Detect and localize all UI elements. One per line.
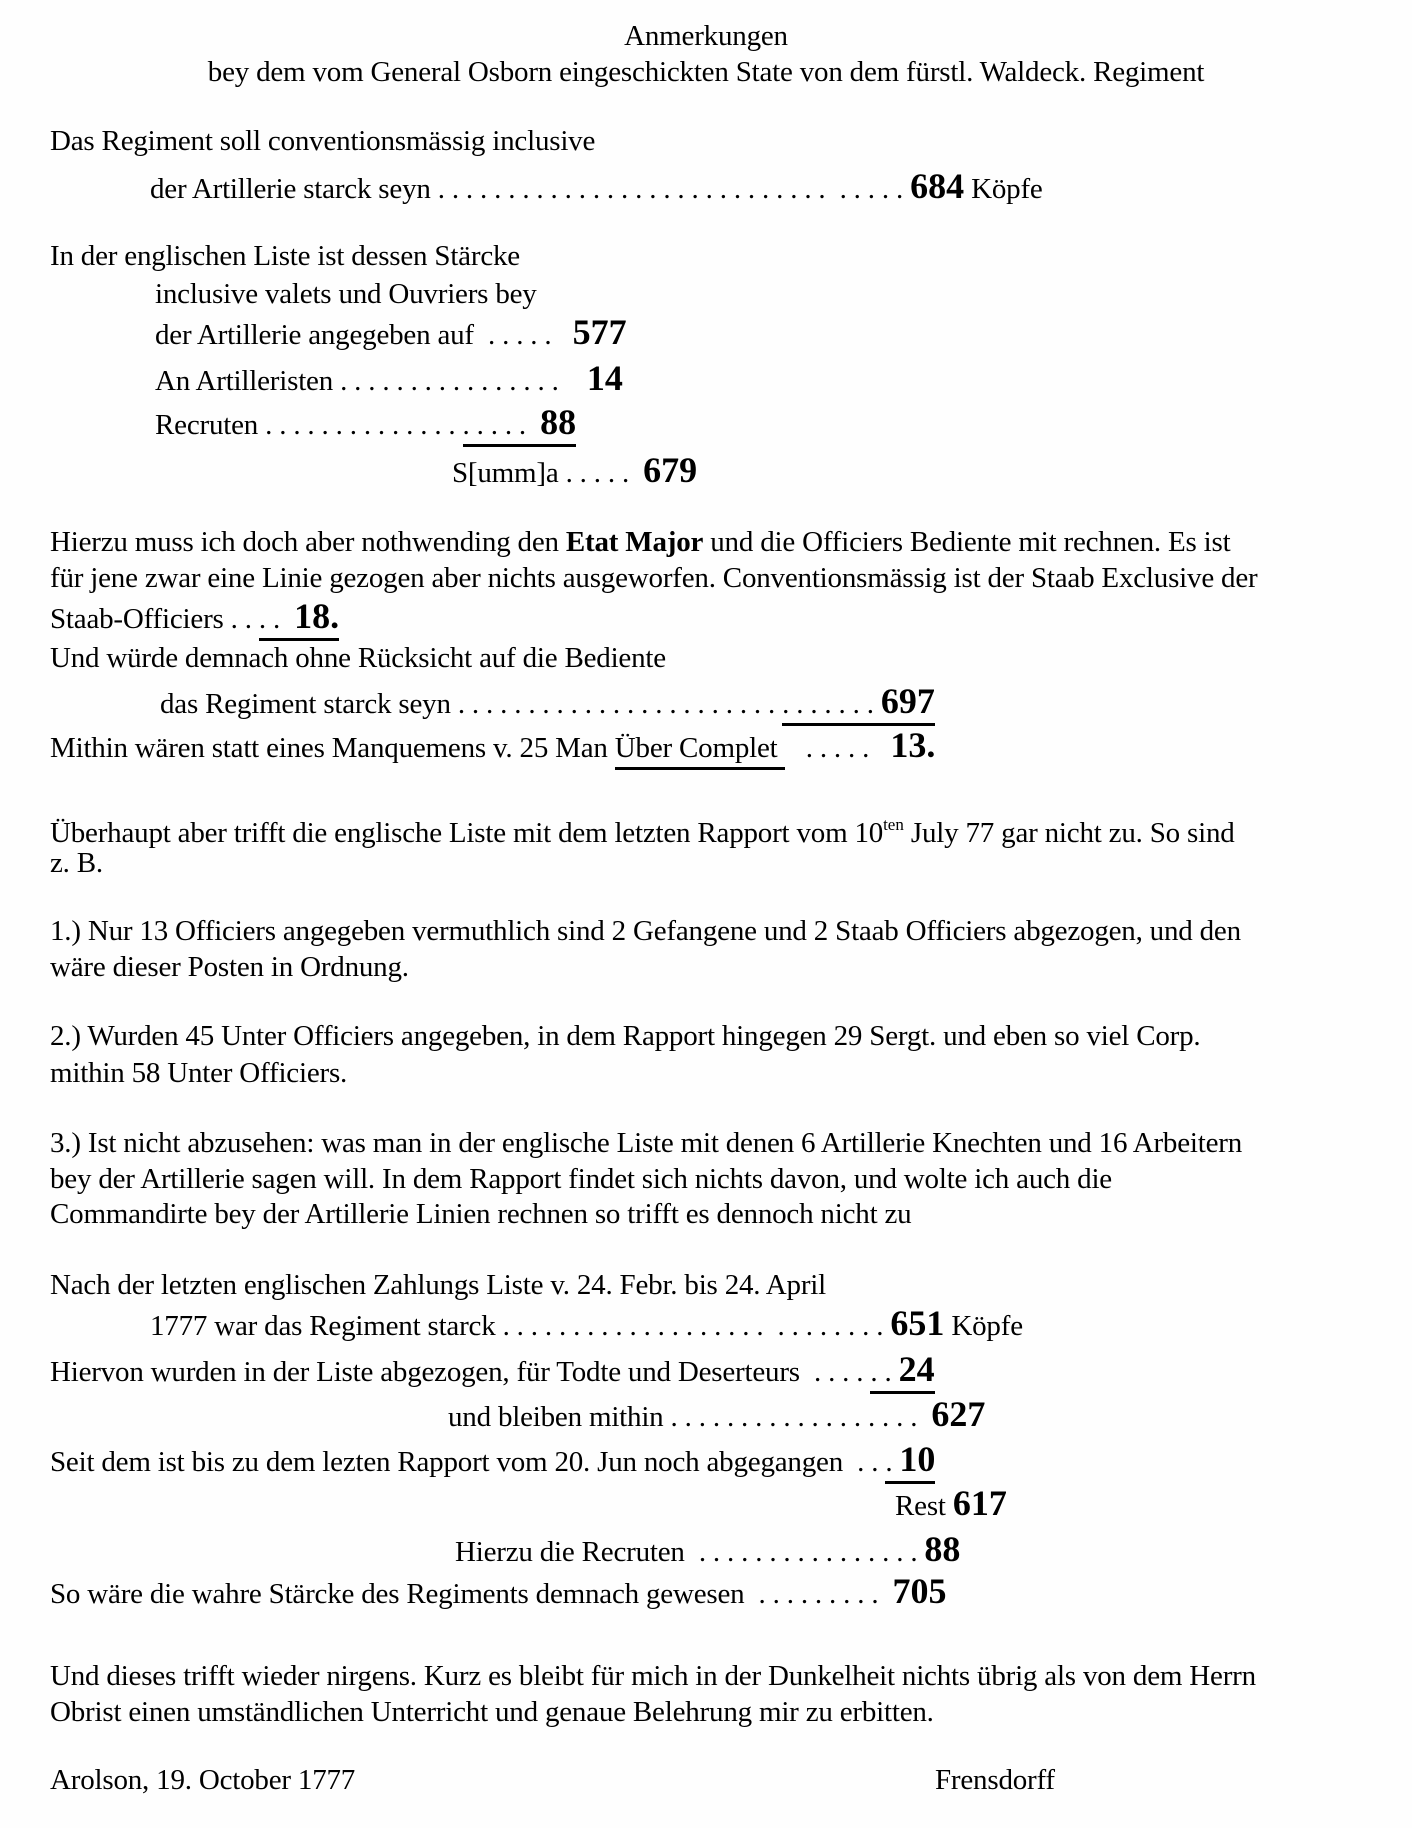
text: 2.) Wurden 45 Unter Officiers angegeben, in dem Rapport hingegen 29 Sergt. und eben so viel Corp. [50, 1020, 1201, 1052]
underlined-sum [258, 596, 340, 641]
text: Hierzu muss ich doch aber nothwending den [50, 526, 566, 558]
dot-leader: . [885, 1446, 900, 1478]
line-mithin-ueber-complet-13 [50, 725, 935, 768]
dot-leader: . . . . . . . . . . . . . . . . . . . . . . . . . . . . . . . . . [430, 173, 911, 205]
line-closing-2 [50, 1692, 934, 1732]
value-88: 88 [924, 1529, 961, 1569]
line-wahre-staercke-705 [50, 1571, 946, 1614]
label: der Artillerie starck seyn [150, 173, 431, 205]
underlined-sum [462, 402, 577, 447]
dot-leader: . . . . . [473, 319, 573, 351]
dot-leader: . . [870, 1356, 899, 1388]
value-705: 705 [892, 1571, 947, 1611]
value-10: 10 [899, 1439, 936, 1479]
text-underlined-ueber-complet: Über Complet [615, 732, 785, 770]
line-1777-651 [150, 1303, 1023, 1346]
line-bleiben-627 [448, 1394, 985, 1437]
doc-subtitle [0, 52, 1412, 92]
line-convention-intro [50, 121, 595, 161]
signature [935, 1760, 1055, 1800]
line-zahlungs-liste [50, 1265, 826, 1305]
dot-leader: . . . . . . . [782, 688, 881, 720]
label: Hiervon wurden in der Liste abgezogen, für Todte und Deserteurs [50, 1356, 800, 1388]
line-etat-major-2 [50, 558, 1257, 598]
text: Obrist einen umständlichen Unterricht und genaue Belehrung mir zu erbitten. [50, 1696, 934, 1728]
text: z. B. [50, 847, 103, 879]
line-rest-617 [895, 1483, 1007, 1526]
text: und die Officiers Bediente mit rechnen. Es ist [703, 526, 1231, 558]
dot-leader: . . . . . . . . . . . . . . . . . . . . . . . . . . . [495, 1310, 891, 1342]
text: 3.) Ist nicht abzusehen: was man in der englische Liste mit denen 6 Artillerie Knechten und 16 Arbeitern [50, 1127, 1243, 1159]
line-regiment-starck-697 [160, 681, 935, 724]
value-679: 679 [643, 450, 698, 490]
line-staab-officiers-18 [50, 596, 339, 639]
value-24: 24 [898, 1349, 935, 1389]
text: für jene zwar eine Linie gezogen aber nichts ausgeworfen. Conventionsmässig ist der Staab Exclusive der [50, 562, 1258, 594]
line-point2-1 [50, 1016, 1200, 1056]
text: Commandirte bey der Artillerie Linien rechnen so trifft es dennoch nicht zu [50, 1198, 912, 1230]
value-18: 18. [294, 596, 340, 636]
doc-title [0, 16, 1412, 56]
text: Mithin wären statt eines Manquemens v. 25 Man [50, 732, 615, 764]
value-13: 13. [890, 725, 936, 765]
line-item-artilleristen-14 [155, 358, 623, 401]
underlined-sum [885, 1439, 936, 1484]
line-recruten-88 [455, 1529, 960, 1572]
text: Arolson, 19. October 1777 [50, 1764, 356, 1796]
underlined-sum [870, 1349, 935, 1394]
text: 1.) Nur 13 Officiers angegeben vermuthlich sind 2 Gefangene und 2 Staab Officiers abgezogen, und den [50, 915, 1241, 947]
label-rest: Rest [895, 1490, 953, 1522]
place-date [50, 1760, 355, 1800]
text: Und dieses trifft wieder nirgens. Kurz es bleibt für mich in der Dunkelheit nichts übrig als von dem Herrn [50, 1660, 1256, 1692]
text: Überhaupt aber trifft die englische Liste mit dem letzten Rapport vom 10 [50, 817, 884, 849]
label: der Artillerie angegeben auf [155, 319, 474, 351]
line-english-list-intro-2 [155, 274, 537, 314]
dot-leader: . . [843, 1446, 886, 1478]
label: So wäre die wahre Stärcke des Regiments demnach gewesen [50, 1578, 752, 1610]
dot-leader: . . . . . . . . . . . . . . . . . . [663, 1401, 932, 1433]
line-artillery-strength-684 [150, 166, 1043, 209]
line-und-wuerde [50, 638, 666, 678]
label-summa: S[umm]a [452, 457, 559, 489]
dot-leader: . . . . . . . . . . . . . . [258, 409, 463, 441]
dot-leader: . . . . [799, 1356, 871, 1388]
label: 1777 war das Regiment starck [150, 1310, 496, 1342]
line-point2-2 [50, 1053, 347, 1093]
text-frensdorff: Frensdorff [935, 1764, 1055, 1796]
text-bold-etat-major: Etat Major [565, 526, 704, 558]
dot-leader: . . . . . . . . . [751, 1578, 893, 1610]
label: Seit dem ist bis zu dem lezten Rapport vom 20. Jun noch abgegangen [50, 1446, 843, 1478]
dot-leader: . . [223, 603, 259, 635]
dot-leader: . . . . . . . . . . . . . . . . . . . . . . . [450, 688, 783, 720]
text: wäre dieser Posten in Ordnung. [50, 951, 409, 983]
line-etat-major-1 [50, 522, 1230, 562]
label: Staab-Officiers [50, 603, 224, 635]
value-88: 88 [540, 402, 577, 442]
text: July 77 gar nicht zu. So sind [903, 817, 1235, 849]
line-abgezogen-24 [50, 1349, 935, 1392]
value-697: 697 [880, 681, 935, 721]
text: mithin 58 Unter Officiers. [50, 1057, 348, 1089]
label: das Regiment starck seyn [160, 688, 451, 720]
dot-leader: . . . . . [462, 409, 541, 441]
line-point1-1 [50, 911, 1241, 951]
text: Das Regiment soll conventionsmässig inclusive [50, 125, 596, 157]
label: Recruten [155, 409, 259, 441]
value-627: 627 [931, 1394, 986, 1434]
line-summa-679 [452, 450, 697, 493]
value-577: 577 [572, 312, 627, 352]
line-item-artillery-577 [155, 312, 627, 355]
suffix-koepfe: Köpfe [944, 1310, 1023, 1342]
text: Und würde demnach ohne Rücksicht auf die Bediente [50, 642, 666, 674]
label: und bleiben mithin [448, 1401, 664, 1433]
superscript-ten: ten [883, 815, 904, 834]
line-closing-1 [50, 1656, 1256, 1696]
line-point3-2 [50, 1159, 1112, 1199]
line-zb [50, 843, 103, 883]
doc-subtitle-text: bey dem vom General Osborn eingeschickten State von dem fürstl. Waldeck. Regiment [207, 56, 1205, 88]
dot-leader: . . [258, 603, 295, 635]
value-14: 14 [586, 358, 623, 398]
dot-leader: . . . . . . . . . . . . . . . . [333, 365, 587, 397]
line-ueberhaupt [50, 805, 1235, 853]
line-seitdem-10 [50, 1439, 935, 1482]
doc-title-text: Anmerkungen [624, 20, 788, 52]
text: Nach der letzten englischen Zahlungs Liste v. 24. Febr. bis 24. April [50, 1269, 827, 1301]
text: bey der Artillerie sagen will. In dem Rapport findet sich nichts davon, und wolte ich auch die [50, 1163, 1112, 1195]
underlined-sum [782, 681, 935, 726]
label: Hierzu die Recruten [455, 1536, 692, 1568]
line-item-recruten-88 [155, 402, 576, 445]
dot-leader: . . . . . [784, 732, 891, 764]
label: An Artilleristen [155, 365, 334, 397]
dot-leader: . . . . . . . . . . . . . . . . [691, 1536, 925, 1568]
text: inclusive valets und Ouvriers bey [155, 278, 537, 310]
line-english-list-intro-1 [50, 236, 520, 276]
value-651: 651 [890, 1303, 945, 1343]
line-point3-1 [50, 1123, 1242, 1163]
suffix-koepfe: Köpfe [964, 173, 1043, 205]
text: In der englischen Liste ist dessen Stärcke [50, 240, 520, 272]
dot-leader: . . . . . [558, 457, 644, 489]
value-684: 684 [910, 166, 965, 206]
line-point3-3 [50, 1194, 911, 1234]
line-point1-2 [50, 947, 409, 987]
value-617: 617 [952, 1483, 1007, 1523]
